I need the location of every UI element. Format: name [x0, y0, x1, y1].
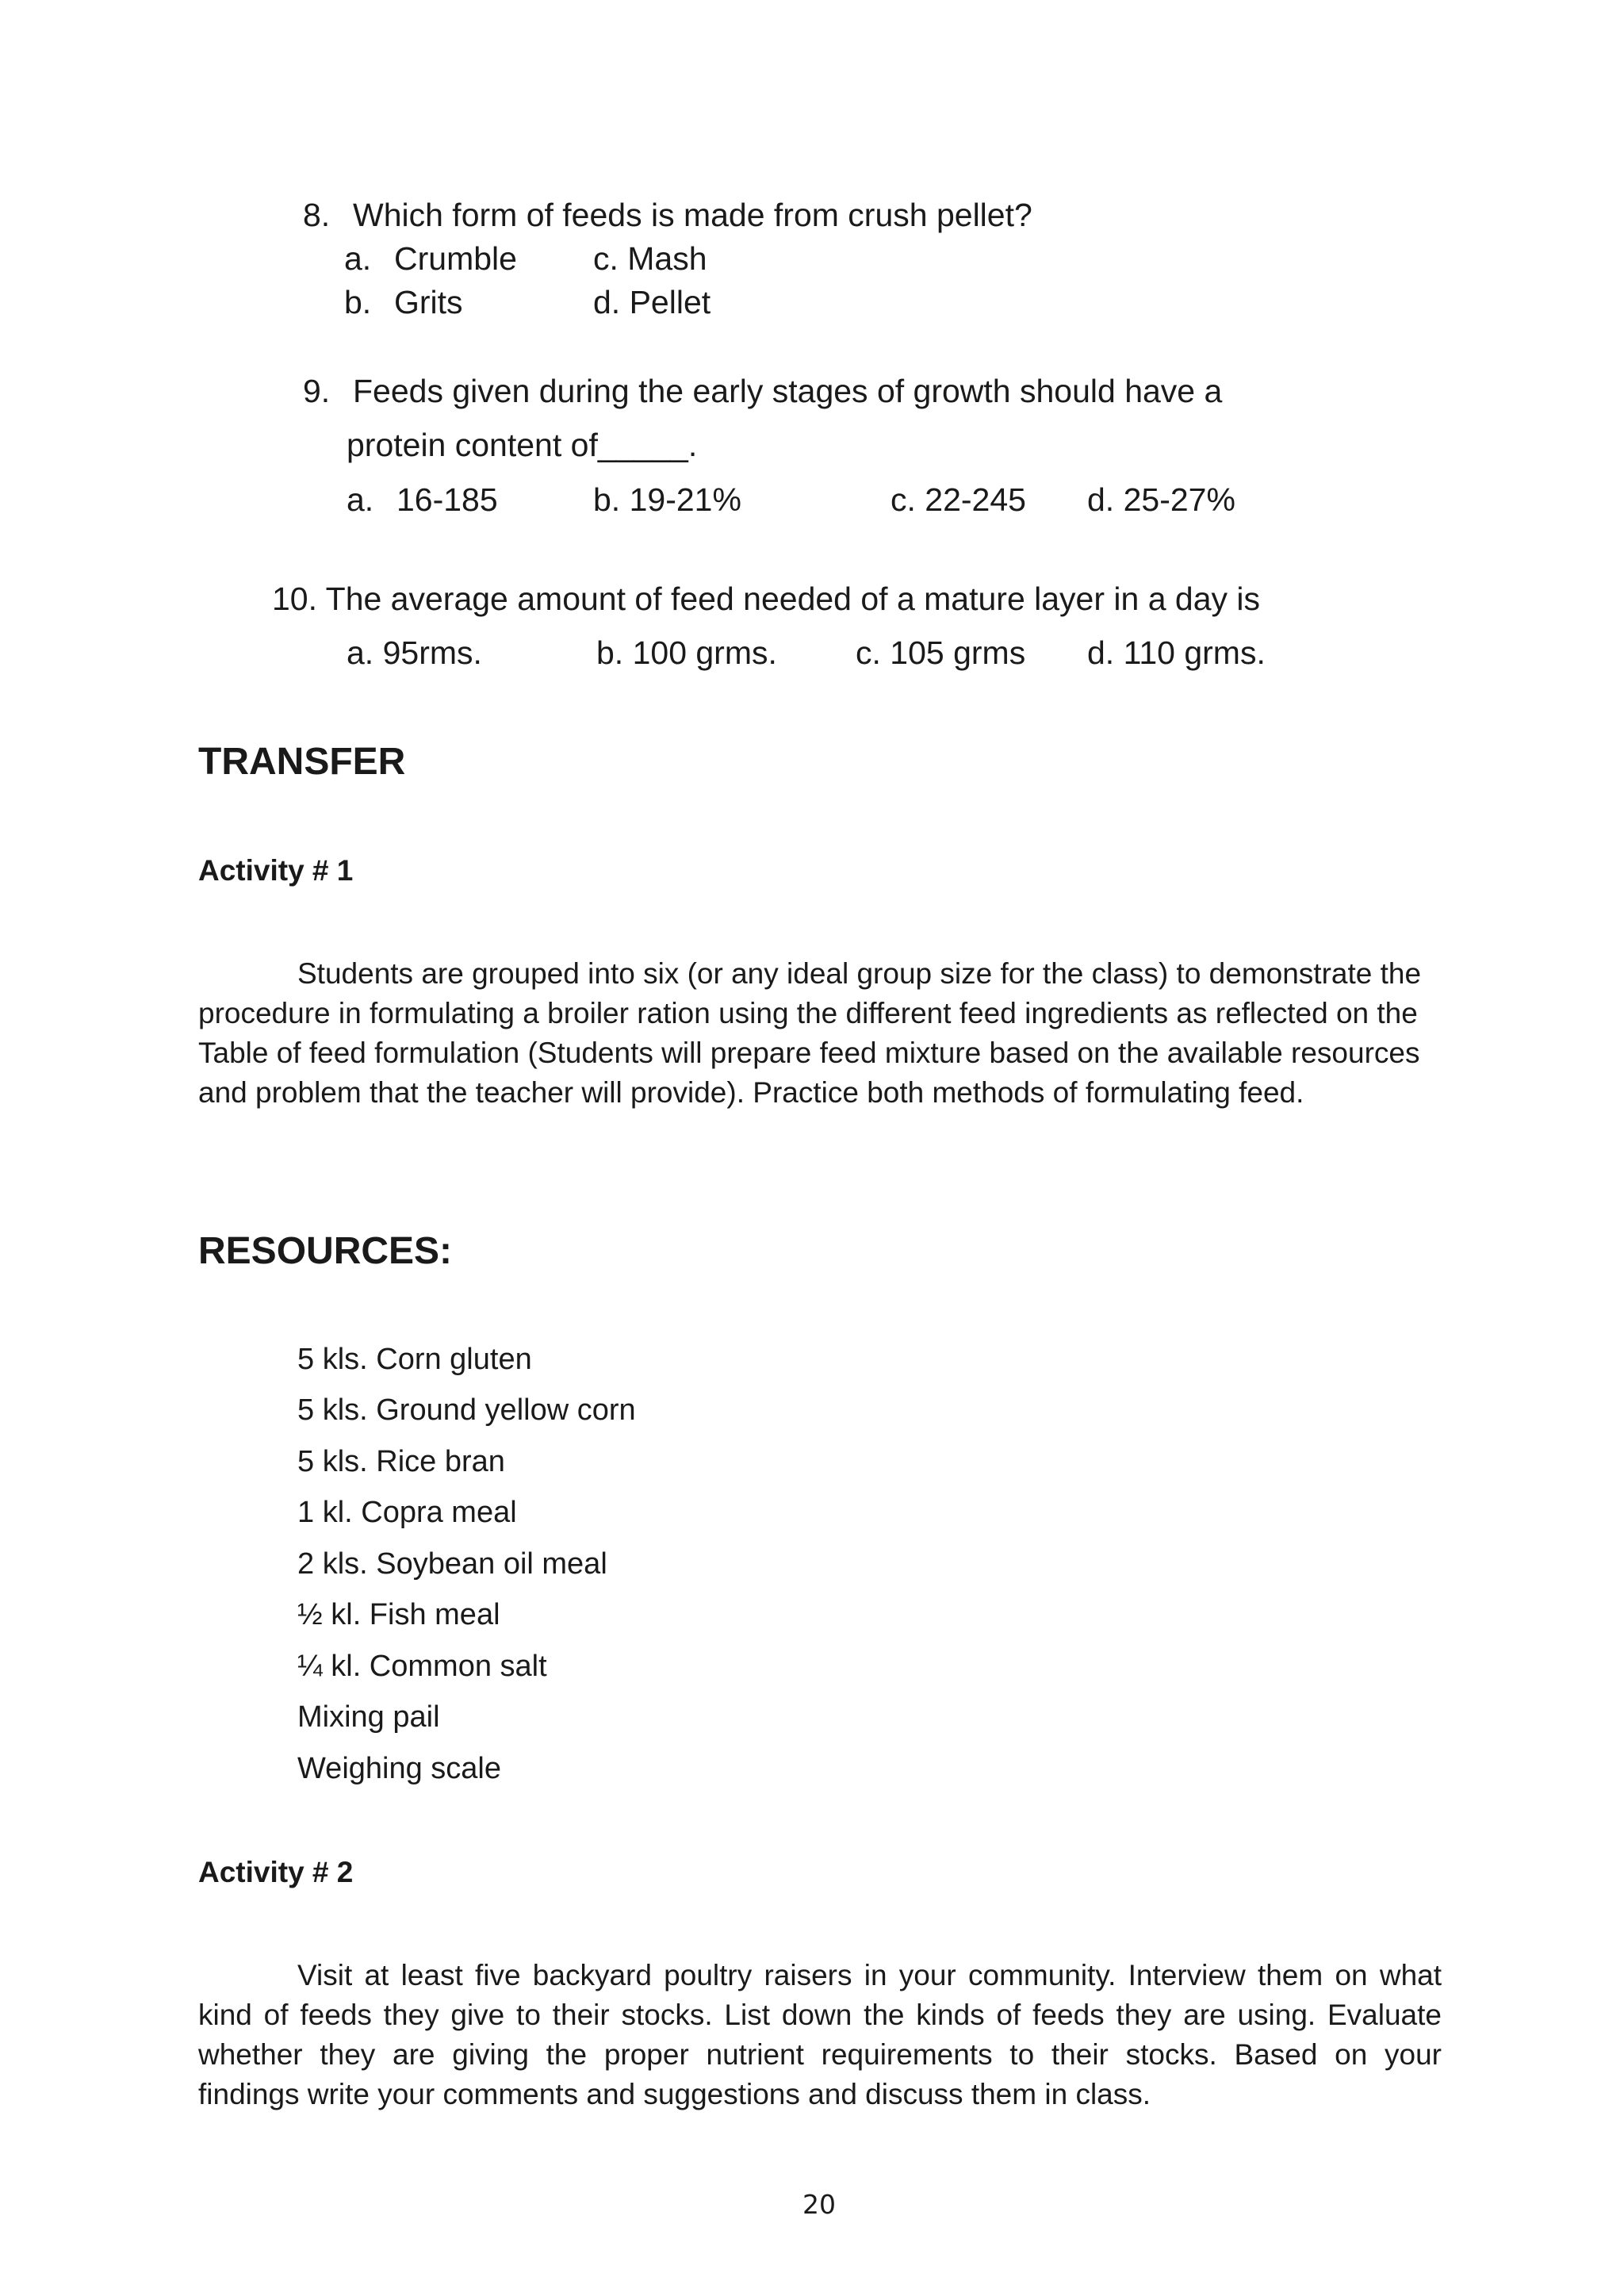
paragraph-line: Students are grouped into six (or any ideal group size for the class) to demonstrate the — [297, 957, 1422, 990]
paragraph-line: findings write your comments and suggestions and discuss them in class. — [198, 2078, 1151, 2110]
option-text: a. 95rms. — [347, 634, 482, 671]
page-number: 20 — [802, 2189, 836, 2220]
activity-2-title: Activity # 2 — [198, 1856, 354, 1888]
option-text: c. 105 grms — [856, 634, 1026, 671]
paragraph-line: procedure in formulating a broiler ration using the different feed ingredients as reflected on the — [198, 997, 1418, 1029]
paragraph-line: kind of feeds they give to their stocks. List down the kinds of feeds they are using. Evaluate — [198, 1999, 1442, 2031]
option-letter: a. — [347, 481, 374, 518]
option-text: d. 25-27% — [1087, 481, 1235, 518]
option-letter: b. — [344, 284, 372, 320]
resource-item: Mixing pail — [297, 1700, 440, 1734]
paragraph-line: whether they are giving the proper nutrient requirements to their stocks. Based on your — [198, 2038, 1442, 2071]
option-text: Grits — [394, 284, 463, 320]
paragraph-line: Visit at least five backyard poultry raisers in your community. Interview them on what — [297, 1959, 1442, 1991]
option-text: c. 22-245 — [891, 481, 1026, 518]
option-text: Crumble — [394, 240, 517, 277]
resource-item: 5 kls. Corn gluten — [297, 1343, 532, 1376]
option-text: b. 100 grms. — [596, 634, 777, 671]
resource-item: Weighing scale — [297, 1752, 502, 1785]
question-stem: Feeds given during the early stages of growth should have a — [353, 373, 1223, 409]
activity-1-paragraph — [198, 954, 1442, 1113]
question-stem: 10. The average amount of feed needed of a mature layer in a day is — [272, 581, 1260, 617]
activity-1-title: Activity # 1 — [198, 854, 354, 887]
paragraph-line: and problem that the teacher will provide). Practice both methods of formulating feed. — [198, 1076, 1304, 1109]
option-text: 16-185 — [396, 481, 498, 518]
section-heading-transfer: TRANSFER — [198, 741, 406, 783]
paragraph-line: Table of feed formulation (Students will prepare feed mixture based on the available resources — [198, 1037, 1420, 1069]
resource-item: ½ kl. Fish meal — [297, 1598, 500, 1631]
resource-item: 2 kls. Soybean oil meal — [297, 1547, 607, 1581]
section-heading-resources: RESOURCES: — [198, 1230, 453, 1272]
option-text: c. Mash — [593, 240, 707, 277]
option-text: d. Pellet — [593, 284, 711, 320]
resource-item: 5 kls. Ground yellow corn — [297, 1393, 636, 1427]
question-stem: protein content of_____. — [347, 427, 698, 463]
option-letter: a. — [344, 240, 372, 277]
option-text: d. 110 grms. — [1087, 634, 1266, 671]
activity-2-paragraph — [198, 1956, 1442, 2114]
resource-item: 5 kls. Rice bran — [297, 1445, 505, 1478]
question-number: 8. — [303, 197, 331, 233]
resource-item: ¼ kl. Common salt — [297, 1650, 547, 1683]
option-text: b. 19-21% — [593, 481, 741, 518]
question-number: 9. — [303, 373, 331, 409]
resource-item: 1 kl. Copra meal — [297, 1496, 517, 1529]
question-stem: Which form of feeds is made from crush pellet? — [353, 197, 1032, 233]
